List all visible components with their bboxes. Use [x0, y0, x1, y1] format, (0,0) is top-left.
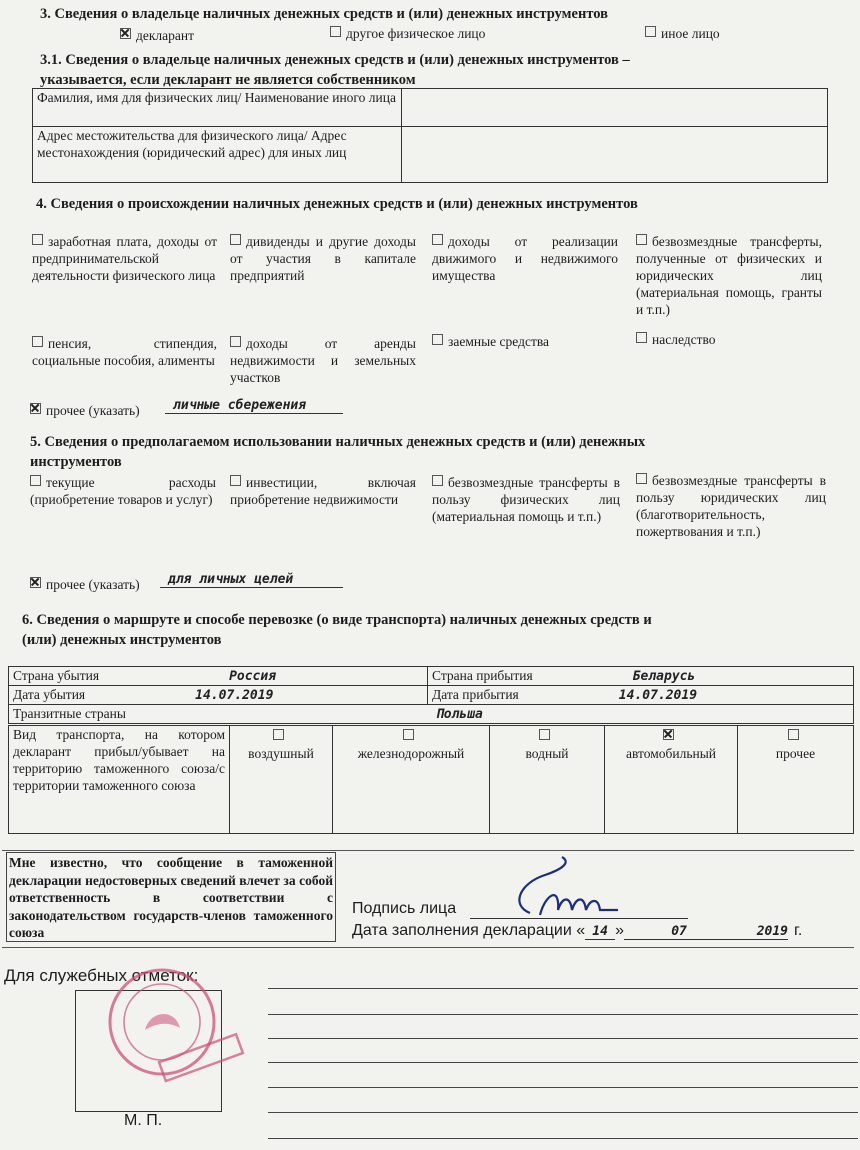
arrival-date-cell[interactable]: [428, 686, 854, 705]
transport-rail-label: железнодорожный: [357, 746, 465, 761]
departure-date-cell[interactable]: [9, 686, 428, 705]
owner-address-label: Адрес местожительства для физического лица/ Адрес местонахождения (юридический адрес) для иных лиц: [33, 127, 402, 183]
transit-countries-value: Польша: [435, 707, 483, 722]
owner-name-field[interactable]: [402, 89, 828, 127]
service-line[interactable]: [268, 1087, 858, 1088]
seal-place-label: М. П.: [124, 1112, 163, 1129]
use-investment-option[interactable]: [230, 474, 416, 508]
checkbox-icon: [636, 234, 647, 245]
service-line[interactable]: [268, 1138, 858, 1139]
origin-dividends-label: дивиденды и другие доходы от участия в капитале предприятий: [230, 234, 416, 283]
owner-other-entity-label: иное лицо: [661, 26, 720, 41]
checked-box-icon: [120, 28, 131, 39]
use-other-value[interactable]: для личных целей: [160, 572, 343, 588]
use-other-label: прочее (указать): [46, 577, 140, 592]
checkbox-icon: [432, 475, 443, 486]
checkbox-icon: [230, 234, 241, 245]
checkbox-icon: [273, 729, 284, 740]
transport-water-option[interactable]: [490, 726, 605, 834]
transport-other-label: прочее: [775, 746, 816, 761]
transit-countries-label: Транзитные страны: [13, 706, 126, 721]
arrival-date-value: 14.07.2019: [618, 688, 698, 703]
owner-address-field[interactable]: [402, 127, 828, 183]
use-transfer-persons-option[interactable]: [432, 474, 620, 525]
transport-other-option[interactable]: [738, 726, 854, 834]
origin-inheritance-option[interactable]: [636, 331, 716, 348]
checkbox-icon: [636, 473, 647, 484]
transport-type-label: Вид транспорта, на котором декларант прибыл/убывает на территорию таможенного союза/с территории таможенного союза: [9, 726, 230, 834]
transport-water-label: водный: [525, 746, 569, 761]
service-line[interactable]: [268, 988, 858, 989]
service-marks-label: Для служебных отметок:: [4, 966, 199, 985]
owner-table: [32, 88, 828, 183]
origin-other-label: прочее (указать): [46, 403, 140, 418]
section31-title: 3.1. Сведения о владельце наличных денежных средств и (или) денежных инструментов –: [40, 52, 630, 68]
departure-country-label: Страна убытия: [13, 668, 100, 683]
origin-gratuitous-option[interactable]: [636, 233, 822, 318]
arrival-country-value: Беларусь: [632, 669, 696, 684]
checkbox-icon: [432, 234, 443, 245]
checkbox-icon: [636, 332, 647, 343]
arrival-date-label: Дата прибытия: [432, 687, 519, 702]
arrival-country-cell[interactable]: [428, 667, 854, 686]
section3-title: 3. Сведения о владельце наличных денежных средств и (или) денежных инструментов: [40, 6, 608, 22]
origin-inheritance-label: наследство: [652, 332, 716, 347]
transport-auto-label: автомобильный: [625, 746, 717, 761]
fill-date-row: [352, 922, 802, 940]
checked-box-icon: [30, 403, 41, 414]
fill-date-day[interactable]: 14: [585, 924, 615, 940]
owner-other-entity-option[interactable]: [645, 25, 720, 42]
service-line[interactable]: [268, 1062, 858, 1063]
use-other-option[interactable]: [30, 576, 140, 593]
fill-date-month[interactable]: 07: [624, 924, 734, 940]
section4-title: 4. Сведения о происхождении наличных денежных средств и (или) денежных инструментов: [36, 196, 638, 212]
owner-name-label: Фамилия, имя для физических лиц/ Наименование иного лица: [33, 89, 402, 127]
checkbox-icon: [230, 475, 241, 486]
origin-loan-option[interactable]: [432, 333, 549, 350]
arrival-country-label: Страна прибытия: [432, 668, 533, 683]
fill-date-quote: »: [615, 922, 625, 939]
section31-subtitle: указывается, если декларант не является собственником: [40, 72, 416, 88]
origin-property-sale-option[interactable]: [432, 233, 618, 284]
signature-label: Подпись лица: [352, 900, 457, 917]
transport-table: [8, 725, 854, 834]
origin-salary-label: заработная плата, доходы от предпринимательской деятельности физического лица: [32, 234, 217, 283]
section5-subtitle: инструментов: [30, 454, 122, 470]
use-transfer-entities-label: безвозмездные трансферты в пользу юридических лиц (благотворительность, пожертвования и т.п.): [636, 473, 826, 539]
checkbox-icon: [432, 334, 443, 345]
transport-air-label: воздушный: [248, 746, 314, 761]
origin-pension-label: пенсия, стипендия, социальные пособия, алименты: [32, 336, 217, 368]
checkbox-icon: [32, 234, 43, 245]
section5-title: 5. Сведения о предполагаемом использовании наличных денежных средств и (или) денежных: [30, 434, 646, 450]
owner-declarant-label: декларант: [136, 28, 195, 43]
checkbox-icon: [539, 729, 550, 740]
use-investment-label: инвестиции, включая приобретение недвижимости: [230, 475, 416, 507]
fill-date-year-suffix: г.: [794, 922, 803, 939]
use-current-expenses-label: текущие расходы (приобретение товаров и услуг): [30, 475, 216, 507]
departure-date-value: 14.07.2019: [195, 688, 274, 703]
transport-auto-option[interactable]: [605, 726, 738, 834]
checkbox-icon: [330, 26, 341, 37]
origin-rent-label: доходы от аренды недвижимости и земельных участков: [230, 336, 416, 385]
origin-pension-option[interactable]: [32, 335, 217, 369]
checkbox-icon: [403, 729, 414, 740]
owner-other-person-option[interactable]: [330, 25, 485, 42]
origin-property-sale-label: доходы от реализации движимого и недвижимого имущества: [432, 234, 618, 283]
customs-stamp-icon: [100, 960, 250, 1090]
service-line[interactable]: [268, 1112, 858, 1113]
departure-date-label: Дата убытия: [13, 687, 86, 702]
checkbox-icon: [32, 336, 43, 347]
checkbox-icon: [230, 336, 241, 347]
checkbox-icon: [30, 475, 41, 486]
departure-country-cell[interactable]: [9, 667, 428, 686]
use-current-expenses-option[interactable]: [30, 474, 216, 508]
origin-other-value[interactable]: личные сбережения: [165, 398, 343, 414]
owner-declarant-option[interactable]: [120, 27, 194, 44]
origin-salary-option[interactable]: [32, 233, 217, 284]
checkbox-icon: [645, 26, 656, 37]
departure-country-value: Россия: [229, 669, 277, 684]
use-transfer-persons-label: безвозмездные трансферты в пользу физических лиц (материальная помощь и т.п.): [432, 475, 620, 524]
section6-subtitle: (или) денежных инструментов: [22, 632, 222, 648]
origin-gratuitous-label: безвозмездные трансферты, полученные от физических и юридических лиц (материальная помощь, гранты и т.п.): [636, 234, 822, 317]
section6-title: 6. Сведения о маршруте и способе перевозке (о виде транспорта) наличных денежных средств и: [22, 612, 652, 628]
owner-other-person-label: другое физическое лицо: [346, 26, 486, 41]
declaration-statement: Мне известно, что сообщение в таможенной декларации недостоверных сведений влечет за собой ответственность в соответствии с законодательством государств-членов таможенного союза: [6, 852, 336, 942]
origin-dividends-option[interactable]: [230, 233, 416, 284]
origin-loan-label: заемные средства: [448, 334, 550, 349]
service-line[interactable]: [268, 1038, 858, 1039]
origin-rent-option[interactable]: [230, 335, 416, 386]
fill-date-year[interactable]: 2019: [734, 924, 788, 940]
transit-countries-cell[interactable]: [9, 705, 854, 724]
origin-other-option[interactable]: [30, 402, 140, 419]
transport-air-option[interactable]: [230, 726, 333, 834]
fill-date-label: Дата заполнения декларации «: [352, 922, 586, 939]
checked-box-icon: [663, 729, 674, 740]
use-transfer-entities-option[interactable]: [636, 472, 826, 540]
checkbox-icon: [788, 729, 799, 740]
checked-box-icon: [30, 577, 41, 588]
service-line[interactable]: [268, 1014, 858, 1015]
transport-rail-option[interactable]: [333, 726, 490, 834]
route-table: [8, 666, 854, 724]
